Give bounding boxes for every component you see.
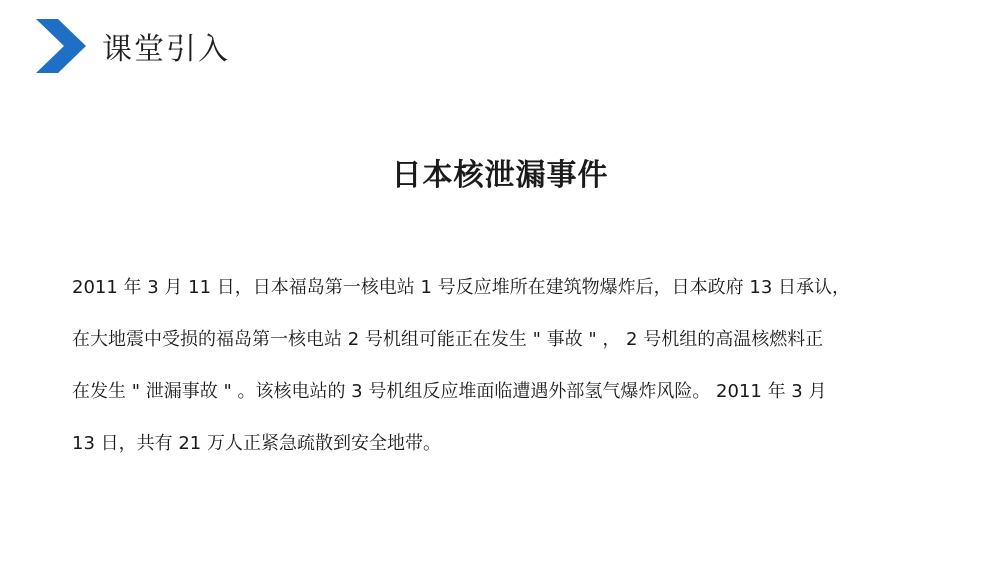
body-line: 13 日，共有 21 万人正紧急疏散到安全地带。 [72, 433, 441, 454]
section-header [36, 18, 230, 74]
body-line: 在大地震中受损的福岛第一核电站 2 号机组可能正在发生 " 事故 " ， 2 号机组的高温核燃料正 [72, 329, 824, 350]
body-line: 2011 年 3 月 11 日，日本福岛第一核电站 1 号反应堆所在建筑物爆炸后，日本政府 13 日承认， [72, 277, 851, 298]
body-paragraph [72, 262, 942, 470]
body-line: 在发生 " 泄漏事故 " 。该核电站的 3 号机组反应堆面临遭遇外部氢气爆炸风险。 2011 年 3 月 [72, 381, 827, 402]
section-title: 课堂引入 [102, 32, 230, 67]
slide-title: 日本核泄漏事件 [391, 158, 609, 193]
chevron-right-icon [36, 19, 86, 73]
